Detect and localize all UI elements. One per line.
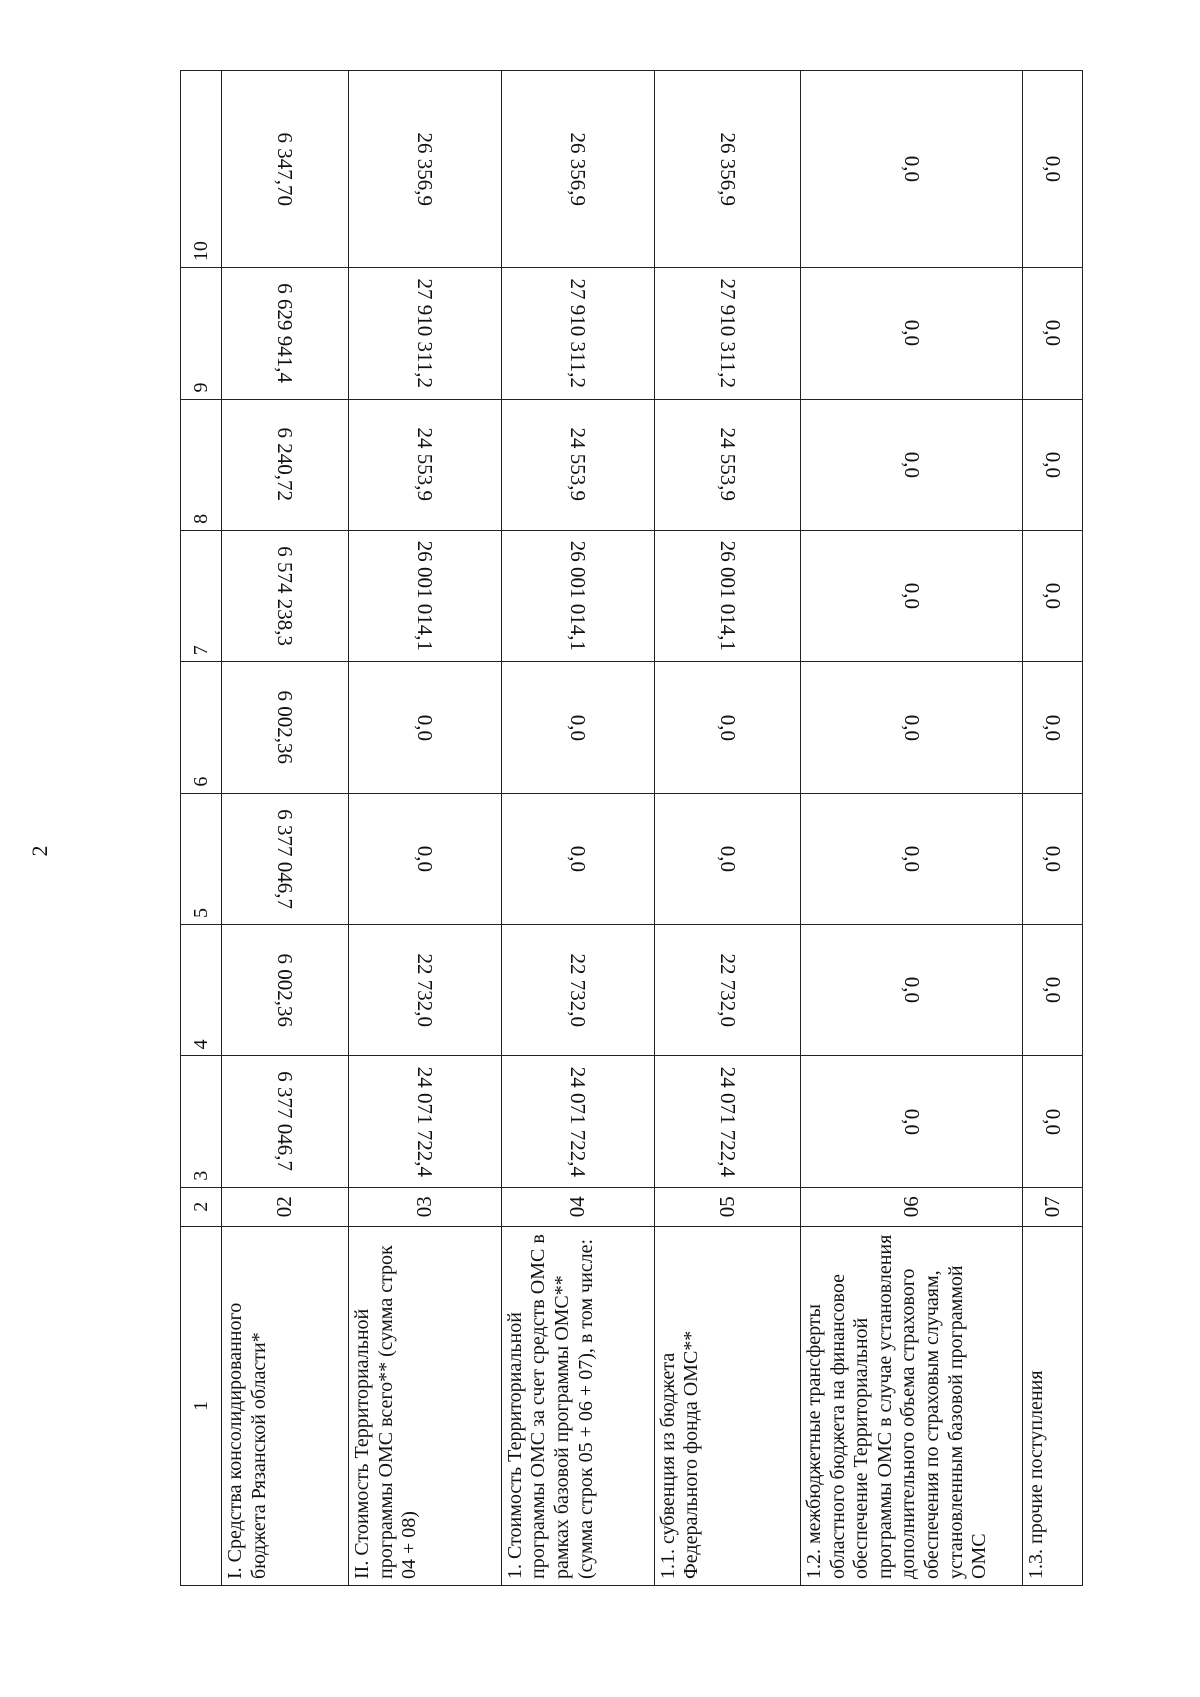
cell-value: 26 356,9	[715, 132, 740, 206]
cell-value: 27 910 311,2	[566, 278, 591, 389]
cell-value: 26 356,9	[413, 132, 438, 206]
row-label: II. Стоимость Территориальной программы ОМС всего** (сумма строк 04 + 08)	[348, 1226, 501, 1585]
row-label: I. Средства консолидированного бюджета Рязанской области*	[222, 1226, 349, 1585]
cell-value: 27 910 311,2	[715, 278, 740, 389]
row-code: 02	[222, 1187, 349, 1226]
cell-value: 24 071 722,4	[413, 1066, 438, 1177]
cell-value: 0,0	[899, 714, 924, 741]
cell-value: 0,0	[1040, 1108, 1065, 1135]
cell-value: 0,0	[899, 451, 924, 478]
cell-value: 26 001 014,1	[413, 540, 438, 652]
row-code: 04	[501, 1187, 654, 1226]
cell-value: 0,0	[1040, 451, 1065, 478]
row-label: 1.2. межбюджетные трансферты областного бюджета на финансовое обеспечение Территориальной программы ОМС в случае установления дополнительного объема страхового обеспечения по страховым случаям, установленным базовой программой ОМС	[800, 1226, 1022, 1585]
cell-value: 0,0	[566, 714, 591, 741]
cell-value: 24 553,9	[566, 427, 591, 502]
cell-value: 26 001 014,1	[566, 540, 591, 652]
cell-value: 0,0	[899, 845, 924, 872]
cell-value: 0,0	[715, 714, 740, 741]
budget-table	[180, 70, 1083, 1586]
row-code: 03	[348, 1187, 501, 1226]
cell-value: 0,0	[715, 845, 740, 872]
cell-value: 6 377 046,7	[273, 1071, 298, 1172]
cell-value: 0,0	[1040, 977, 1065, 1004]
cell-value: 6 240,72	[273, 427, 298, 502]
table-row	[348, 71, 501, 1586]
cell-value: 0,0	[1040, 582, 1065, 610]
cell-value: 24 553,9	[715, 427, 740, 502]
cell-value: 0,0	[899, 1108, 924, 1135]
cell-value: 0,0	[1040, 714, 1065, 741]
cell-value: 24 071 722,4	[715, 1066, 740, 1177]
cell-value: 22 732,0	[566, 953, 591, 1027]
column-number: 4	[181, 925, 222, 1056]
column-number: 3	[181, 1056, 222, 1187]
cell-value: 26 001 014,1	[715, 540, 740, 652]
table-row	[222, 71, 349, 1586]
cell-value: 6 377 046,7	[273, 808, 298, 909]
cell-value: 24 553,9	[413, 427, 438, 502]
cell-value: 26 356,9	[566, 132, 591, 206]
table-row	[501, 71, 654, 1586]
table-row	[1022, 71, 1082, 1586]
cell-value: 0,0	[566, 845, 591, 872]
cell-value: 27 910 311,2	[413, 278, 438, 389]
cell-value: 6 002,36	[273, 690, 298, 765]
cell-value: 0,0	[1040, 155, 1065, 183]
cell-value: 0,0	[899, 582, 924, 610]
row-code: 07	[1022, 1187, 1082, 1226]
rotated-table-wrapper	[180, 70, 1083, 1586]
cell-value: 6 574 238,3	[273, 546, 298, 646]
column-number: 1	[181, 1226, 222, 1585]
column-number: 6	[181, 662, 222, 793]
column-number: 7	[181, 530, 222, 661]
cell-value: 0,0	[899, 977, 924, 1004]
column-number-row	[181, 71, 222, 1586]
column-number: 10	[181, 71, 222, 268]
cell-value: 0,0	[899, 320, 924, 347]
cell-value: 0,0	[899, 155, 924, 183]
cell-value: 0,0	[413, 714, 438, 741]
column-number: 5	[181, 793, 222, 924]
cell-value: 22 732,0	[413, 953, 438, 1027]
row-label: 1.3. прочие поступления	[1022, 1226, 1082, 1585]
column-number: 2	[181, 1187, 222, 1226]
cell-value: 0,0	[413, 845, 438, 872]
table-row	[654, 71, 800, 1586]
cell-value: 6 629 941,4	[273, 283, 298, 384]
column-number: 9	[181, 268, 222, 399]
row-label: 1. Стоимость Территориальной программы ОМС за счет средств ОМС в рамках базовой программы ОМС** (сумма строк 05 + 06 + 07), в том числе:	[501, 1226, 654, 1585]
row-code: 05	[654, 1187, 800, 1226]
cell-value: 22 732,0	[715, 953, 740, 1027]
table-row	[800, 71, 1022, 1586]
cell-value: 0,0	[1040, 845, 1065, 872]
row-code: 06	[800, 1187, 1022, 1226]
row-label: 1.1. субвенция из бюджета Федерального фонда ОМС**	[654, 1226, 800, 1585]
column-number: 8	[181, 399, 222, 530]
page-number: 2	[27, 845, 52, 857]
cell-value: 24 071 722,4	[566, 1066, 591, 1177]
cell-value: 0,0	[1040, 320, 1065, 347]
cell-value: 6 002,36	[273, 953, 298, 1027]
cell-value: 6 347,70	[273, 132, 298, 206]
